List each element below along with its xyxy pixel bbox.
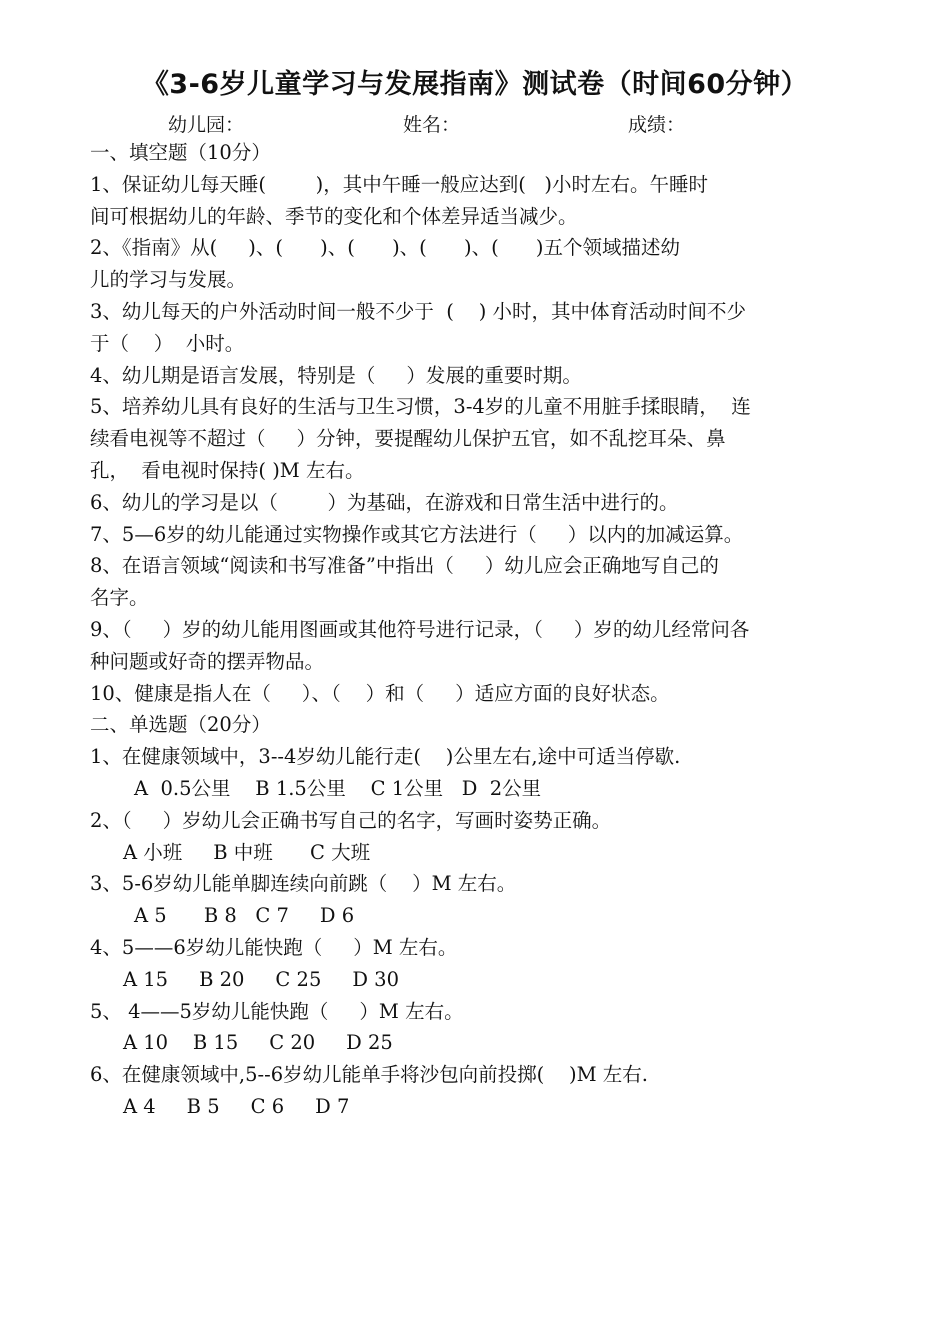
question-line: 7、5—6岁的幼儿能通过实物操作或其它方法进行（ ）以内的加减运算。 (90, 522, 744, 546)
question-line: 3、5-6岁幼儿能单脚连续向前跳（ ）M 左右。 (90, 872, 517, 896)
question-line: 1、保证幼儿每天睡( )，其中午睡一般应达到( )小时左右。午睡时 (90, 172, 709, 196)
question-line: 6、在健康领域中,5--6岁幼儿能单手将沙包向前投掷( )M 左右. (90, 1063, 648, 1087)
answer-options: A 0.5公里 B 1.5公里 C 1公里 D 2公里 (134, 776, 542, 800)
answer-options: A 5 B 8 C 7 D 6 (134, 904, 355, 928)
page-title: 《3-6岁儿童学习与发展指南》测试卷（时间60分钟） (141, 69, 809, 100)
answer-options: A 4 B 5 C 6 D 7 (123, 1094, 350, 1118)
score-label: 成绩： (628, 114, 686, 136)
question-line: 于（ ） 小时。 (90, 331, 245, 355)
question-line: 8、在语言领域“阅读和书写准备”中指出（ ）幼儿应会正确地写自己的 (90, 554, 719, 578)
question-body (90, 137, 865, 1123)
student-info-row (0, 110, 950, 138)
question-line: 3、幼儿每天的户外活动时间一般不少于 ( ) 小时，其中体育活动时间不少 (90, 299, 747, 323)
question-line: 4、幼儿期是语言发展，特别是（ ）发展的重要时期。 (90, 363, 582, 387)
question-line: 儿的学习与发展。 (90, 268, 247, 292)
question-line: 9、（ ）岁的幼儿能用图画或其他符号进行记录，（ ）岁的幼儿经常问各 (90, 617, 750, 641)
answer-options: A 10 B 15 C 20 D 25 (123, 1031, 393, 1055)
question-line: 4、5——6岁幼儿能快跑（ ）M 左右。 (90, 935, 458, 959)
answer-options: A 小班 B 中班 C 大班 (123, 840, 371, 864)
section-heading-fill-blank: 一、填空题（10分） (90, 141, 271, 164)
section-heading-single-choice: 二、单选题（20分） (90, 713, 271, 737)
question-line: 名字。 (90, 586, 149, 610)
question-line: 5、培养幼儿具有良好的生活与卫生习惯，3-4岁的儿童不用脏手揉眼睛， 连 (90, 395, 751, 419)
question-line: 2、《指南》从( )、( )、( )、( )、( )五个领域描述幼 (90, 236, 680, 260)
question-line: 续看电视等不超过（ ）分钟，要提醒幼儿保护五官，如不乱挖耳朵、鼻 (90, 427, 726, 451)
kindergarten-label: 幼儿园： (168, 114, 245, 136)
question-line: 10、健康是指人在（ ）、（ ）和（ ）适应方面的良好状态。 (90, 681, 670, 705)
question-line: 1、在健康领域中，3--4岁幼儿能行走( )公里左右,途中可适当停歇. (90, 745, 681, 769)
answer-options: A 15 B 20 C 25 D 30 (123, 967, 399, 991)
question-line: 2、（ ）岁幼儿会正确书写自己的名字，写画时姿势正确。 (90, 808, 612, 832)
question-line: 种问题或好奇的摆弄物品。 (90, 649, 325, 673)
name-label: 姓名： (403, 114, 461, 136)
question-line: 间可根据幼儿的年龄、季节的变化和个体差异适当减少。 (90, 204, 578, 228)
question-line: 孔， 看电视时保持( )M 左右。 (90, 458, 365, 482)
question-line: 5、 4——5岁幼儿能快跑（ ）M 左右。 (90, 999, 464, 1023)
question-line: 6、幼儿的学习是以（ ）为基础，在游戏和日常生活中进行的。 (90, 490, 679, 514)
